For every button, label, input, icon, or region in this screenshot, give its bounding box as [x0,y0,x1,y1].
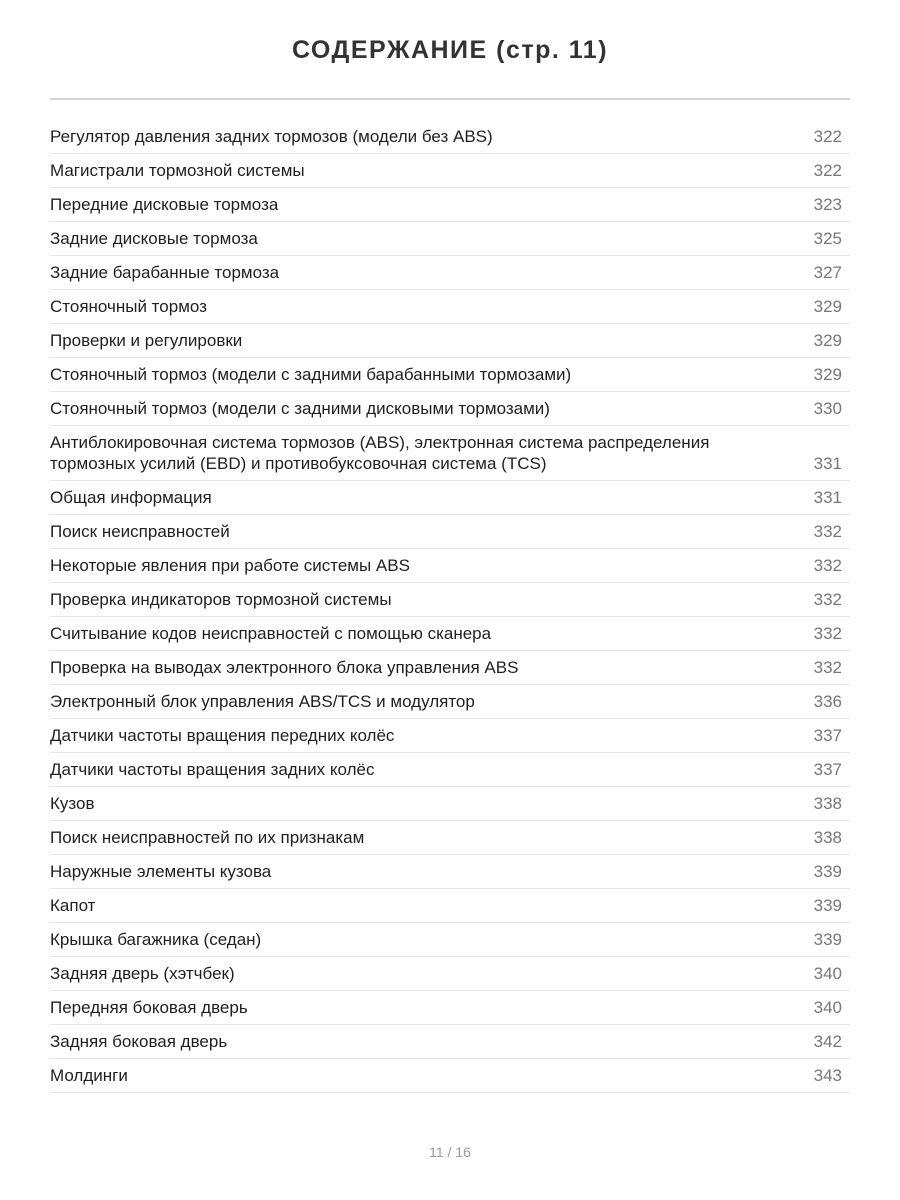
toc-entry[interactable] [50,991,850,1025]
toc-entry-page-number: 343 [813,1066,842,1085]
toc-entry[interactable] [50,481,850,515]
toc-entry-page-number: 331 [813,454,842,473]
toc-entry[interactable] [50,549,850,583]
toc-entry-title: Регулятор давления задних тормозов (модели без ABS) [50,127,493,146]
toc-entry-page-number: 325 [813,229,842,248]
toc-entry[interactable] [50,290,850,324]
toc-entry-page-number: 331 [813,488,842,507]
toc-entry[interactable] [50,120,850,154]
toc-entry-title: Задние дисковые тормоза [50,229,258,248]
toc-entry-page-number: 332 [813,556,842,575]
toc-entry-page-number: 329 [813,331,842,350]
toc-entry[interactable] [50,515,850,549]
toc-entry[interactable] [50,957,850,991]
toc-entry[interactable] [50,1059,850,1093]
toc-entry-title: Задняя дверь (хэтчбек) [50,964,235,983]
toc-entry-page-number: 322 [813,127,842,146]
toc-entry-page-number: 330 [813,399,842,418]
toc-entry-title: Крышка багажника (седан) [50,930,262,949]
toc-entry-title: Электронный блок управления ABS/TCS и модулятор [50,692,475,711]
toc-entry-page-number: 329 [813,365,842,384]
toc-entry-page-number: 332 [813,522,842,541]
toc-entry-title: Кузов [50,794,95,813]
toc-entry[interactable] [50,651,850,685]
toc-entry[interactable] [50,1025,850,1059]
toc-entry-page-number: 338 [813,794,842,813]
toc-entry-title: Стояночный тормоз [50,297,207,316]
toc-entry[interactable] [50,855,850,889]
toc-entry-title: Поиск неисправностей [50,522,230,541]
toc-entry-title: Поиск неисправностей по их признакам [50,828,365,847]
toc-entry[interactable] [50,787,850,821]
toc-entry-page-number: 336 [813,692,842,711]
toc-entry-page-number: 342 [813,1032,842,1051]
toc-entry-page-number: 332 [813,590,842,609]
page-number: 11 / 16 [429,1144,471,1160]
toc-entry-title: Задняя боковая дверь [50,1032,228,1051]
toc-entry-page-number: 323 [813,195,842,214]
toc-entry[interactable] [50,154,850,188]
toc-entry[interactable] [50,753,850,787]
toc-entry-page-number: 337 [813,760,842,779]
toc-entry-title: Проверка индикаторов тормозной системы [50,590,392,609]
toc-entry-title: Проверки и регулировки [50,331,243,350]
toc-entry-title: Наружные элементы кузова [50,862,272,881]
toc-entry-title: Датчики частоты вращения передних колёс [50,726,395,745]
toc-entry-page-number: 337 [813,726,842,745]
toc-entry[interactable] [50,889,850,923]
toc-entry-page-number: 329 [813,297,842,316]
toc-entry[interactable] [50,392,850,426]
toc-entry-title: Капот [50,896,96,915]
toc-entry[interactable] [50,583,850,617]
toc-entry[interactable] [50,324,850,358]
toc-entry-page-number: 332 [813,658,842,677]
toc-entry[interactable] [50,426,850,481]
toc-entry[interactable] [50,617,850,651]
page-title: СОДЕРЖАНИЕ (стр. 11) [291,36,609,64]
toc-entry-page-number: 322 [813,161,842,180]
toc-entry[interactable] [50,685,850,719]
toc-entry-page-number: 339 [813,862,842,881]
toc-entry[interactable] [50,821,850,855]
toc-entry-page-number: 332 [813,624,842,643]
title-divider [50,98,850,100]
toc-entry-page-number: 340 [813,998,842,1017]
toc-entry-title: Задние барабанные тормоза [50,263,280,282]
toc-entry-page-number: 339 [813,896,842,915]
toc-entry-title: Общая информация [50,488,212,507]
toc-entry-title: Проверка на выводах электронного блока управления ABS [50,658,519,677]
toc-entry[interactable] [50,923,850,957]
toc-entry-title: Молдинги [50,1066,128,1085]
toc-entry-page-number: 339 [813,930,842,949]
toc-entry-title: Передние дисковые тормоза [50,195,279,214]
table-of-contents [50,120,850,1093]
toc-entry-page-number: 338 [813,828,842,847]
toc-entry-page-number: 327 [813,263,842,282]
toc-entry-page-number: 340 [813,964,842,983]
toc-entry-title: Датчики частоты вращения задних колёс [50,760,375,779]
toc-entry[interactable] [50,358,850,392]
toc-entry-title: Некоторые явления при работе системы ABS [50,556,410,575]
toc-entry-title: Антиблокировочная система тормозов (ABS), электронная система распределения тормозных усилий (EBD) и противобуксовочная система (TCS) [50,433,710,473]
toc-entry-title: Стояночный тормоз (модели с задними дисковыми тормозами) [50,399,550,418]
toc-entry[interactable] [50,256,850,290]
toc-entry-title: Стояночный тормоз (модели с задними барабанными тормозами) [50,365,572,384]
toc-entry[interactable] [50,719,850,753]
toc-entry-title: Магистрали тормозной системы [50,161,305,180]
toc-entry-title: Считывание кодов неисправностей с помощью сканера [50,624,492,643]
toc-entry[interactable] [50,188,850,222]
toc-entry[interactable] [50,222,850,256]
toc-entry-title: Передняя боковая дверь [50,998,248,1017]
